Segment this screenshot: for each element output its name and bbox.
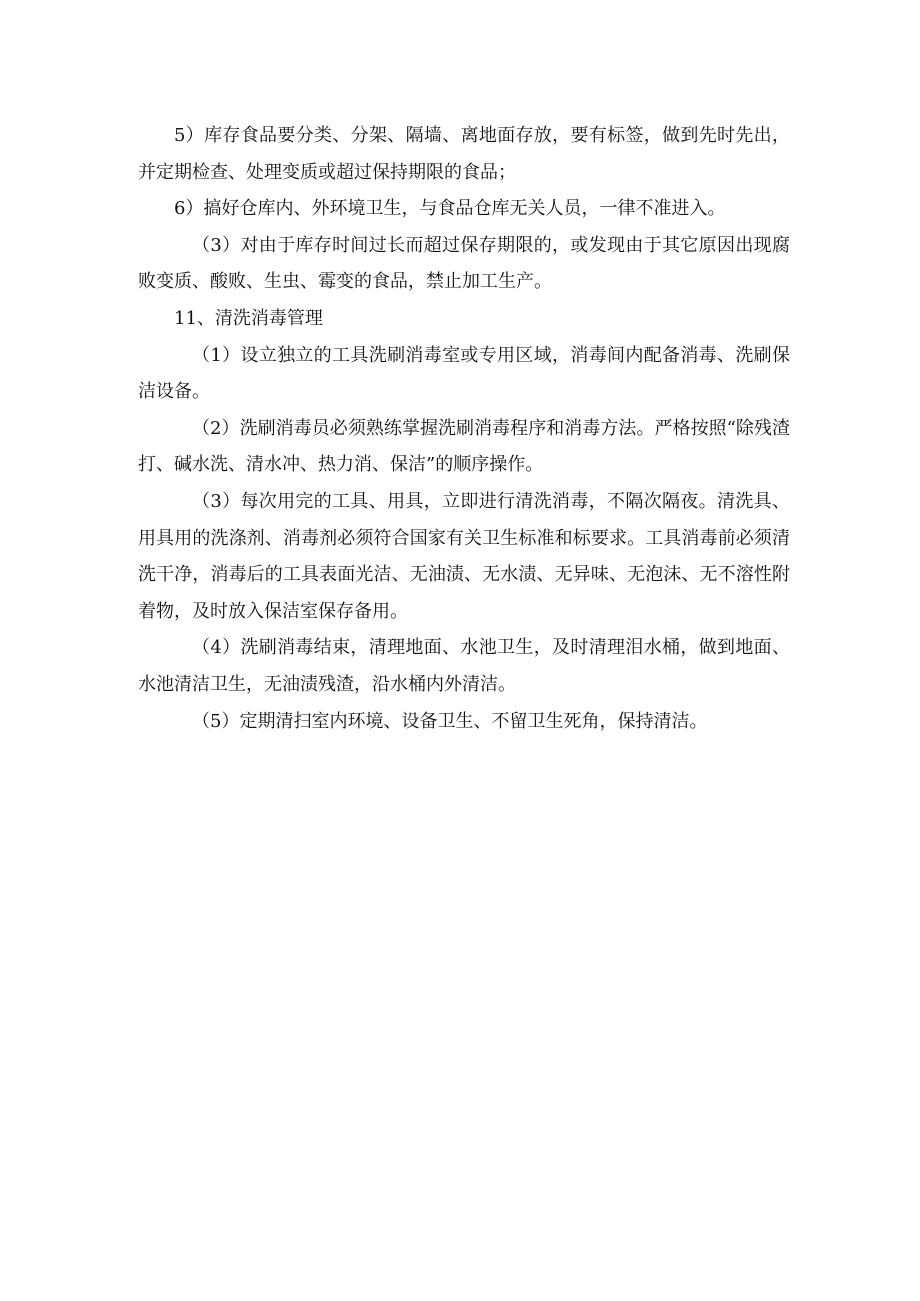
paragraph-expired-food: （3）对由于库存时间过长而超过保存期限的，或发现由于其它原因出现腐败变质、酸败、生虫、霉变的食品，禁止加工生产。	[138, 234, 790, 293]
paragraph-after-cleaning: （4）洗刷消毒结束，清理地面、水池卫生，及时清理泪水桶，做到地面、水池清洁卫生，无油渍残渣，沿水桶内外清洁。	[138, 637, 790, 695]
paragraph-tool-cleaning: （3）每次用完的工具、用具，立即进行清洗消毒，不隔次隔夜。清洗具、用具用的洗涤剂、消毒剂必须符合国家有关卫生标准和标要求。工具消毒前必须清洗干净，消毒后的工具表面光洁、无油渍、无水渍、无异味、无泡沫、无不溶性附着物，及时放入保洁室保存备用。	[138, 490, 790, 622]
paragraph-warehouse-hygiene: 6）搞好仓库内、外环境卫生，与食品仓库无关人员，一律不准进入。	[174, 198, 726, 220]
paragraph-regular-cleaning: （5）定期清扫室内环境、设备卫生、不留卫生死角，保持清洁。	[192, 710, 708, 732]
document-body	[138, 118, 790, 740]
paragraph-storage-classification: 5）库存食品要分类、分架、隔墙、离地面存放，要有标签，做到先时先出，并定期检查、处理变质或超过保持期限的食品；	[138, 125, 790, 183]
section-heading-cleaning: 11、清洗消毒管理	[174, 307, 323, 329]
paragraph-disinfection-procedure: （2）洗刷消毒员必须熟练掌握洗刷消毒程序和消毒方法。严格按照“除残渣打、碱水洗、清水冲、热力消、保洁”的顺序操作。	[138, 417, 790, 476]
paragraph-disinfection-room: （1）设立独立的工具洗刷消毒室或专用区域，消毒间内配备消毒、洗刷保洁设备。	[138, 344, 790, 403]
